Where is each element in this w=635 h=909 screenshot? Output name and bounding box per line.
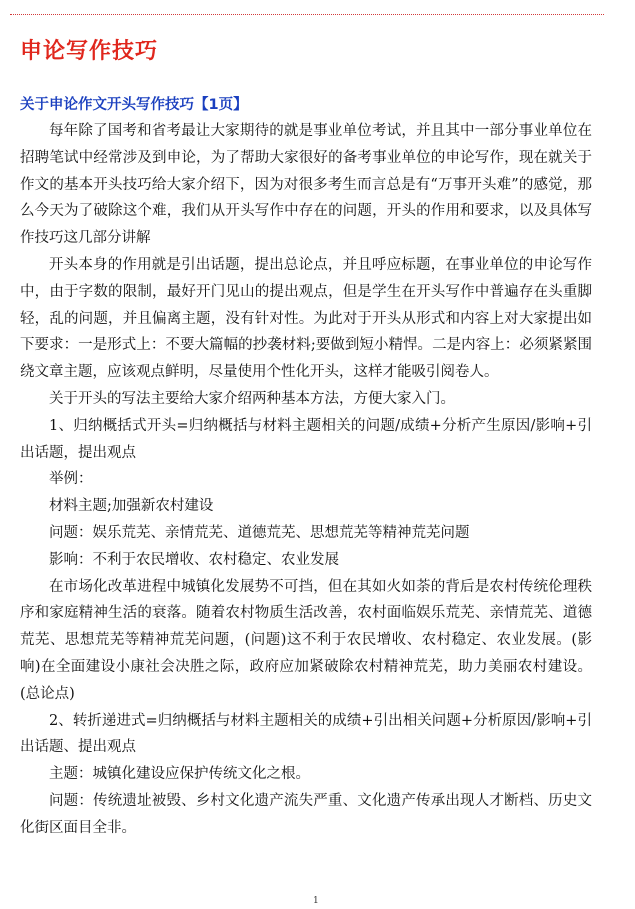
- paragraph-material-theme: 材料主题;加强新农村建设: [49, 498, 214, 515]
- paragraph-example-label: 举例：: [49, 471, 93, 488]
- paragraph-method-2: 2、转折递进式=归纳概括与材料主题相关的成绩+引出相关问题+分析原因/影响+引出话题、提出观点: [20, 712, 592, 756]
- paragraph-method-1: 1、归纳概括式开头=归纳概括与材料主题相关的问题/成绩+分析产生原因/影响+引出话题，提出观点: [20, 417, 592, 461]
- paragraph-theme: 主题：城镇化建设应保护传统文化之根。: [49, 766, 310, 783]
- paragraph-problem-2: 问题：传统遗址被毁、乡村文化遗产流失严重、文化遗产传承出现人才断档、历史文化街区面目全非。: [20, 792, 592, 836]
- paragraph-methods-intro: 关于开头的写法主要给大家介绍两种基本方法，方便大家入门。: [49, 390, 455, 407]
- page-title: 申论写作技巧: [20, 39, 159, 64]
- section-heading: 关于申论作文开头写作技巧【1页】: [20, 97, 248, 113]
- page-number: 1: [313, 896, 319, 906]
- paragraph-example-text: 在市场化改革进程中城镇化发展势不可挡，但在其如火如荼的背后是农村传统伦理秩序和家庭精神生活的衰落。随着农村物质生活改善，农村面临娱乐荒芜、亲情荒芜、道德荒芜、思想荒芜等精神荒芜问题，(问题)这不利于农民增收、农村稳定、农业发展。(影响)在全面建设小康社会决胜之际，政府应加紧破除农村精神荒芜，助力美丽农村建设。(总论点): [20, 578, 592, 702]
- document-body: [20, 118, 592, 842]
- paragraph-intro: 每年除了国考和省考最让大家期待的就是事业单位考试，并且其中一部分事业单位在招聘笔试中经常涉及到申论，为了帮助大家很好的备考事业单位的申论写作，现在就关于作文的基本开头技巧给大家介绍下，因为对很多考生而言总是有“万事开头难”的感觉，那么今天为了破除这个难，我们从开头写作中存在的问题，开头的作用和要求，以及具体写作技巧这几部分讲解: [20, 123, 592, 247]
- paragraph-opening-role: 开头本身的作用就是引出话题，提出总论点，并且呼应标题，在事业单位的申论写作中，由于字数的限制，最好开门见山的提出观点，但是学生在开头写作中普遍存在头重脚轻，乱的问题，并且偏离主题，没有针对性。为此对于开头从形式和内容上对大家提出如下要求：一是形式上：不要大篇幅的抄袭材料;要做到短小精悍。二是内容上：必须紧紧围绕文章主题，应该观点鲜明，尽量使用个性化开头，这样才能吸引阅卷人。: [20, 256, 592, 381]
- paragraph-problem: 问题：娱乐荒芜、亲情荒芜、道德荒芜、思想荒芜等精神荒芜问题: [49, 524, 470, 541]
- paragraph-impact: 影响：不利于农民增收、农村稳定、农业发展: [49, 551, 339, 568]
- header-divider: [10, 14, 604, 15]
